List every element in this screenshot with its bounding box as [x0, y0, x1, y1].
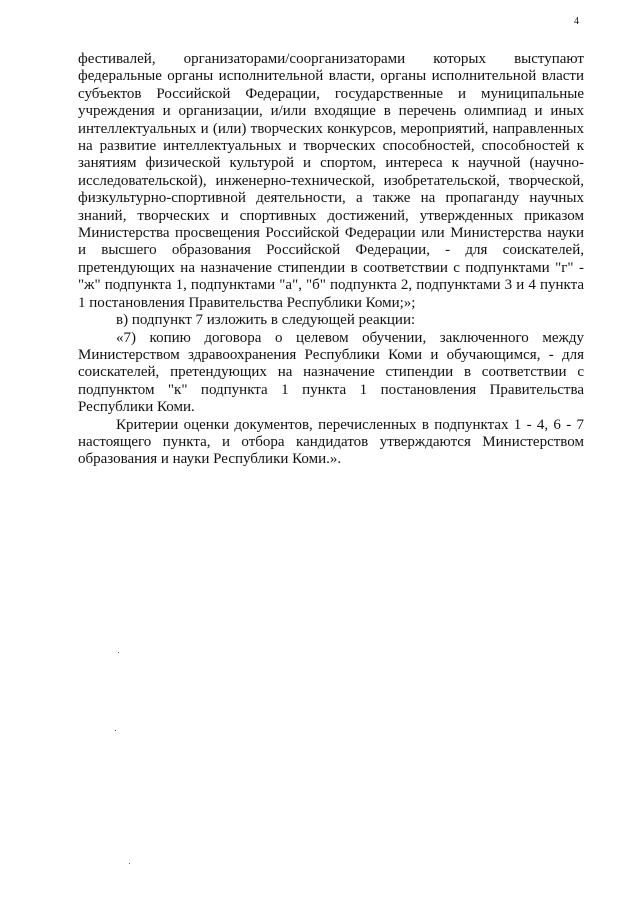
document-body — [78, 51, 584, 469]
page-number: 4 — [574, 16, 579, 27]
scan-speck — [129, 863, 130, 864]
scan-speck — [115, 730, 116, 731]
paragraph-item-7: «7) копию договора о целевом обучении, заключенного между Министерством здравоохранения Республики Коми и обучающимся, - для соискателей, претендующих на назначение стипендии в соответствии с подпунктом "к" подпункта 1 пункта 1 постановления Правительства Республики Коми. — [78, 329, 584, 416]
paragraph-continuation: фестивалей, организаторами/соорганизаторами которых выступают федеральные органы исполнительной власти, органы исполнительной власти субъектов Российской Федерации, государственные и муниципальные учреждения и организации, и/или входящие в перечень олимпиад и иных интеллектуальных и (или) творческих конкурсов, мероприятий, направленных на развитие интеллектуальных и творческих способностей, способностей к занятиям физической культурой и спортом, интереса к научной (научно-исследовательской), инженерно-технической, изобретательской, творческой, физкультурно-спортивной деятельности, а также на пропаганду научных знаний, творческих и спортивных достижений, утвержденных приказом Министерства просвещения Российской Федерации или Министерства науки и высшего образования Российской Федерации, - для соискателей, претендующих на назначение стипендии в соответствии с подпунктами "г" - "ж" подпункта 1, подпунктами "а", "б" подпункта 2, подпунктами 3 и 4 пункта 1 постановления Правительства Республики Коми;»; — [78, 51, 584, 311]
paragraph-criteria: Критерии оценки документов, перечисленных в подпунктах 1 - 4, 6 - 7 настоящего пункта, и отбора кандидатов утверждаются Министерством образования и науки Республики Коми.». — [78, 416, 584, 468]
paragraph-subpoint-v: в) подпункт 7 изложить в следующей реакции: — [116, 312, 416, 329]
scan-speck — [118, 652, 119, 653]
